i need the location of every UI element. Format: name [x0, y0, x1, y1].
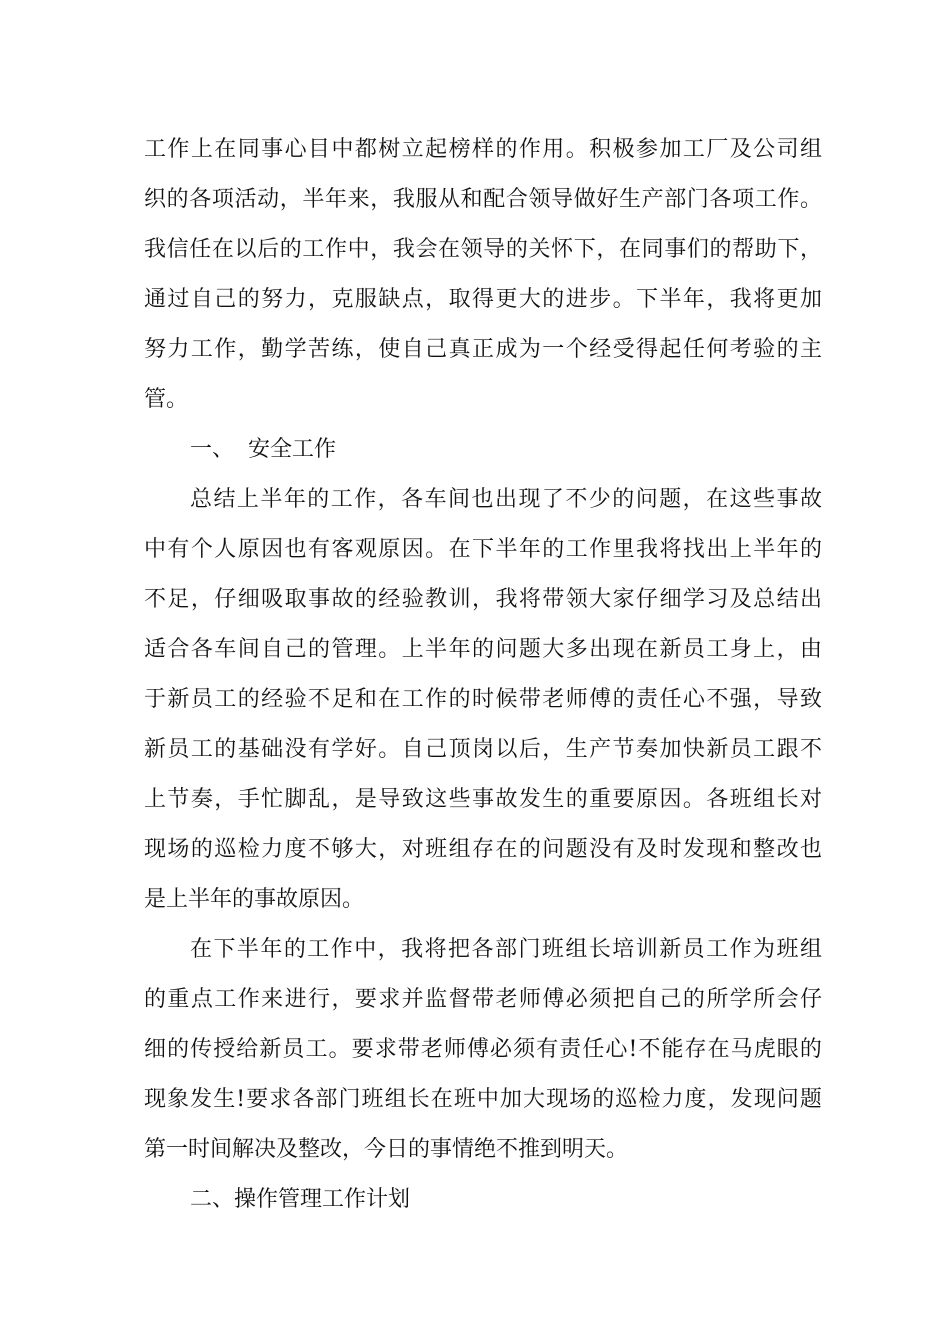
paragraph-line: 不足，仔细吸取事故的经验教训，我将带领大家仔细学习及总结出	[144, 587, 824, 612]
paragraph-line: 是上半年的事故原因。	[144, 887, 365, 912]
paragraph-line: 通过自己的努力，克服缺点，取得更大的进步。下半年，我将更加	[144, 287, 824, 312]
paragraph-line: 管。	[144, 387, 189, 412]
paragraph-line: 的重点工作来进行，要求并监督带老师傅必须把自己的所学所会仔	[144, 987, 824, 1012]
paragraph-line: 新员工的基础没有学好。自己顶岗以后，生产节奏加快新员工跟不	[144, 737, 824, 762]
section-heading: 一、 安全工作	[190, 437, 336, 462]
paragraph-line: 现象发生!要求各部门班组长在班中加大现场的巡检力度，发现问题	[144, 1087, 823, 1112]
paragraph-line: 中有个人原因也有客观原因。在下半年的工作里我将找出上半年的	[144, 537, 824, 562]
paragraph-line: 努力工作，勤学苦练，使自己真正成为一个经受得起任何考验的主	[144, 337, 824, 362]
paragraph-line: 适合各车间自己的管理。上半年的问题大多出现在新员工身上，由	[144, 637, 824, 662]
paragraph-line: 在下半年的工作中，我将把各部门班组长培训新员工作为班组	[190, 937, 824, 962]
paragraph-line: 细的传授给新员工。要求带老师傅必须有责任心!不能存在马虎眼的	[144, 1037, 823, 1062]
paragraph-line: 总结上半年的工作，各车间也出现了不少的问题，在这些事故	[190, 487, 824, 512]
paragraph-line: 织的各项活动，半年来，我服从和配合领导做好生产部门各项工作。	[144, 187, 823, 212]
paragraph-line: 我信任在以后的工作中，我会在领导的关怀下，在同事们的帮助下，	[144, 237, 823, 262]
paragraph-line: 于新员工的经验不足和在工作的时候带老师傅的责任心不强，导致	[144, 687, 824, 712]
paragraph-line: 工作上在同事心目中都树立起榜样的作用。积极参加工厂及公司组	[144, 137, 824, 162]
paragraph-line: 第一时间解决及整改，今日的事情绝不推到明天。	[144, 1137, 629, 1162]
section-heading: 二、操作管理工作计划	[190, 1187, 411, 1212]
paragraph-line: 上节奏，手忙脚乱，是导致这些事故发生的重要原因。各班组长对	[144, 787, 824, 812]
paragraph-line: 现场的巡检力度不够大，对班组存在的问题没有及时发现和整改也	[144, 837, 824, 862]
